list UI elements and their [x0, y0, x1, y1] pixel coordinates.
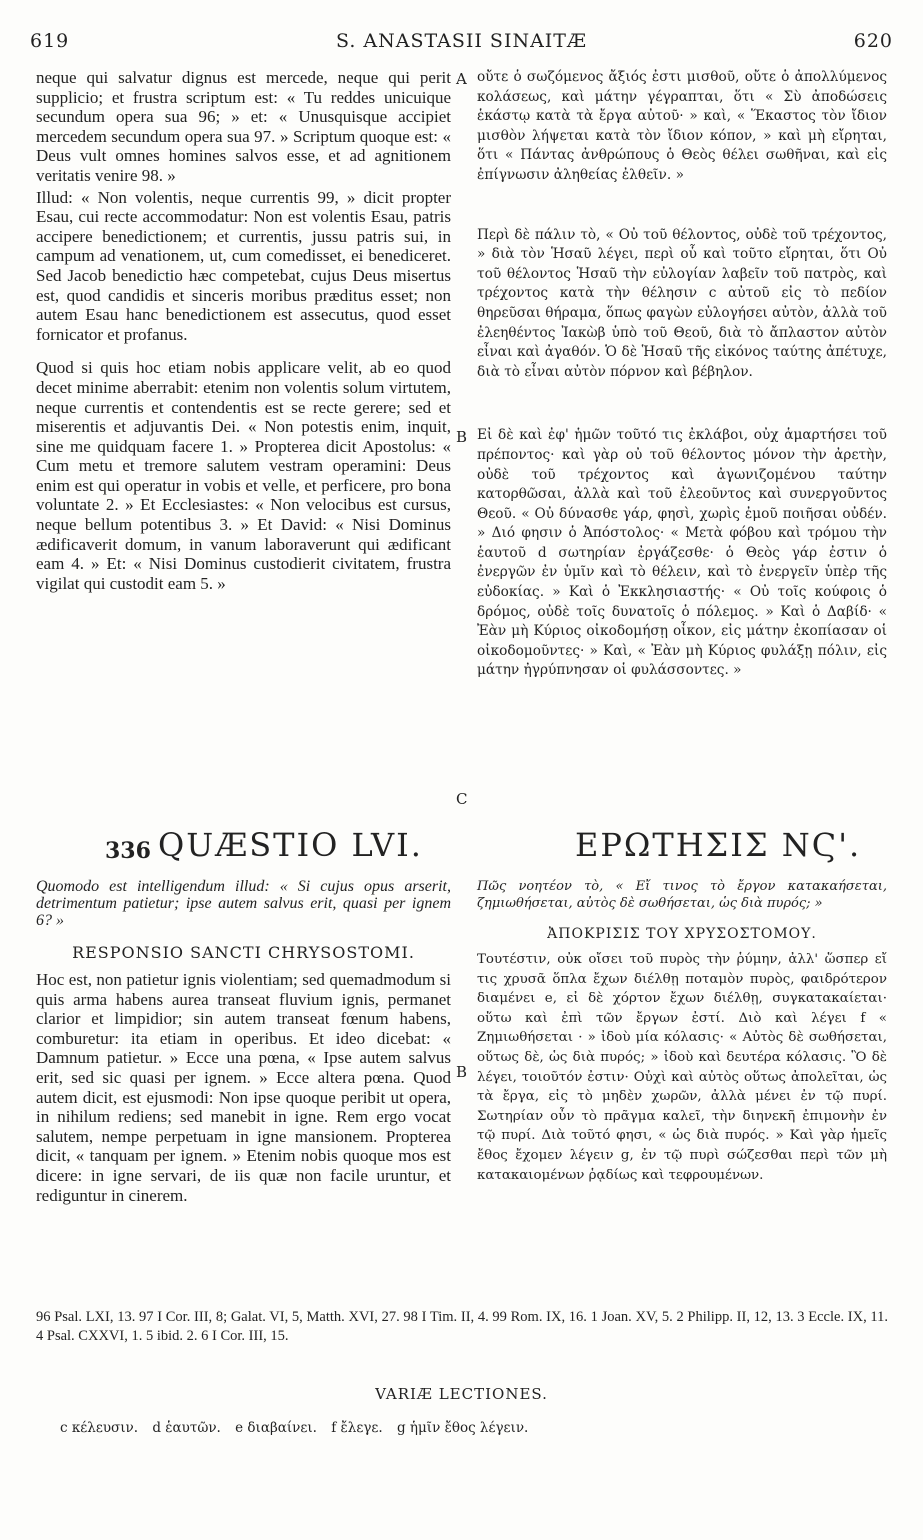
variae-lectiones-list — [60, 1420, 538, 1436]
column-marker-b: B — [456, 428, 468, 446]
column-marker-c: C — [456, 790, 468, 808]
latin-response-body: Hoc est, non patietur ignis violentiam; sed quemadmodum si quis arma habens aurea transeat fluvium ignis, permanet clarior et limpidior; sin autem transeat fœnum habens, comburetur: ita etiam in operibus. Et ideo dicebat: « Damnum patietur. » Ecce una pœna, « Ipse autem salvus erit, sed sic quasi per ignem. » Ecce altera pœna. Quod autem dicit, est ejusmodi: Non ipse quoque peribit ut opera, in nihilum rediens; sed manebit in igne. Rem ergo vocat salutem, nempe perpetuam in igne mansionem. Propterea dicit, « tanquam per ignem. » Etenim nobis quoque mos est dicere: in igne servari, de iis quæ non facile uruntur, et rediguntur in cinerem. — [36, 970, 451, 1205]
question-number: 336 — [105, 838, 151, 864]
greek-response-heading: ἈΠΟΚΡΙΣΙΣ ΤΟΥ ΧΡΥΣΟΣΤΟΜΟΥ. — [547, 926, 817, 942]
greek-paragraph-3: Εἰ δὲ καὶ ἐφ' ἡμῶν τοῦτό τις ἐκλάβοι, οὐχ ἁμαρτήσει τοῦ πρέποντος· καὶ γὰρ οὐ τοῦ θέλοντος μόνον τὴν ἀρετὴν, οὐδὲ τοῦ τρέχοντος καὶ ἀγωνιζομένου ταύτην κατορθῶσαι, ἀλλὰ καὶ τοῦ ἐλεοῦντος καὶ συνεργοῦντος Θεοῦ. « Οὐ δύνασθε γάρ, φησὶ, χωρὶς ἐμοῦ ποιῆσαι οὐδέν. » Διό φησιν ὁ Ἀπόστολος· « Μετὰ φόβου καὶ τρόμου τὴν ἑαυτοῦ d σωτηρίαν ἐργάζεσθε· ὁ Θεὸς γάρ ἐστιν ὁ ἐνεργῶν ἐν ὑμῖν καὶ τὸ θέλειν, καὶ τὸ ἐνεργεῖν ὑπὲρ τῆς εὐδοκίας. » Καὶ ὁ Ἐκκλησιαστής· « Οὐ τοῖς κούφοις ὁ δρόμος, οὐδὲ τοῖς δυνατοῖς ὁ πόλεμος. » Καὶ ὁ Δαβίδ· « Ἐὰν μὴ Κύριος οἰκοδομήσῃ οἶκον, εἰς μάτην ἐκοπίασαν οἱ οἰκοδομοῦντες· » Καὶ, « Ἐὰν μὴ Κύριος φυλάξῃ πόλιν, εἰς μάτην ἠγρύπνησαν οἱ φυλάσσοντες. » — [477, 427, 887, 679]
latin-paragraph-1: neque qui salvatur dignus est mercede, neque qui perit supplicio; et frustra scriptum est: « Tu reddes unicuique secundum opera sua 96; » et: « Unusquisque accipiet mercedem secundum opera sua 97. » Scriptum quoque est: « Deus vult omnes homines salvos esse, et ad agnitionem veritatis venire 98. » — [36, 68, 451, 185]
greek-response-body: Τουτέστιν, οὐκ οἴσει τοῦ πυρὸς τὴν ῥύμην, ἀλλ' ὥσπερ εἴ τις χρυσᾶ ὅπλα ἔχων διέλθῃ ποταμὸν πυρὸς, φαιδρότερον διαμένει e, εἰ δὲ χόρτον ἔχων διέλθῃ, συγκατακαίεται· οὕτω καὶ ἐπὶ τῶν ἔργων ἐστί. Διὸ καὶ λέγει f « Ζημιωθήσεται · » ἰδοὺ μία κόλασις· « Αὐτὸς δὲ σωθήσεται, οὕτως δὲ, ὡς διὰ πυρός; » ἰδοὺ καὶ δευτέρα κόλασις. Ὃ δὲ λέγει, τοιοῦτόν ἐστιν· Οὐχὶ καὶ αὐτὸς οὕτως ἀπολεῖται, ὡς τὰ ἔργα, εἰς τὸ μηδὲν χωρῶν, ἀλλὰ μένει ἐν τῷ πυρί. Σωτηρίαν οὖν τὸ πρᾶγμα καλεῖ, τὴν διηνεκῆ ἐπιμονὴν ἐν τῷ πυρί. Διὰ τοῦτό φησι, « ὡς διὰ πυρός. » Καὶ γὰρ ἡμεῖς ἔθος ἔχομεν λέγειν g, ἐν τῷ πυρὶ σώζεσθαι περὶ τῶν μὴ κατακαιομένων ῥᾳδίως καὶ τεφρουμένων. — [477, 952, 887, 1183]
variant-reading: g ἡμῖν ἔθος λέγειν. — [396, 1420, 529, 1436]
latin-response-heading: RESPONSIO SANCTI CHRYSOSTOMI. — [72, 943, 415, 962]
latin-question-title: QUÆSTIO LVI. — [158, 826, 423, 864]
latin-question-text — [36, 878, 451, 929]
greek-column-lower — [477, 878, 887, 1185]
running-title: S. ANASTASII SINAITÆ — [336, 30, 587, 52]
greek-paragraph-1: οὔτε ὁ σωζόμενος ἄξιός ἐστι μισθοῦ, οὔτε ὁ ἀπολλύμενος κολάσεως, καὶ μάτην γέγραπται, ὅτι « Σὺ ἀποδώσεις ἑκάστῳ κατὰ τὰ ἔργα αὐτοῦ· » καὶ, « Ἕκαστος τὸν ἴδιον μισθὸν λήψεται κατὰ τὸν ἴδιον κόπον, » καὶ μὴ εἴρηται, ὅτι « Πάντας ἀνθρώπους ὁ Θεὸς θέλει σωθῆναι, καὶ εἰς ἐπίγνωσιν ἀληθείας ἐλθεῖν. » — [477, 69, 887, 183]
greek-question-text — [477, 878, 887, 912]
column-marker-b-lower: B — [456, 1063, 468, 1081]
latin-paragraph-3: Quod si quis hoc etiam nobis applicare velit, ab eo quod decet minime aberrabit: etenim non volentis solum virtutem, neque currentis et contendentis est se recte gerere; sed et miserentis et adjuvantis Dei. « Non potestis enim, inquit, sine me quidquam facere 1. » Propterea dicit Apostolus: « Cum metu et tremore salutem vestram operamini: Deus enim est qui operatur in vobis et velle, et perficere, pro bona voluntate 2. » Et Ecclesiastes: « Non velocibus est cursus, neque bellum potentibus 3. » Et David: « Nisi Dominus ædificaverit domum, in vanum laboraverunt qui ædificant eam 4. » Et: « Nisi Dominus custodierit civitatem, frustra vigilat qui custodit eam 5. » — [36, 358, 451, 593]
page-header — [30, 30, 893, 60]
variant-reading: f ἔλεγε. — [331, 1420, 383, 1436]
latin-column-upper — [36, 68, 451, 593]
variant-reading: e διαβαίνει. — [235, 1420, 317, 1436]
greek-question-subtitle: Πῶς νοητέον τὸ, « Εἴ τινος τὸ ἔργον κατακαήσεται, ζημιωθήσεται, αὐτὸς δὲ σωθήσεται, ὡς διὰ πυρός; » — [477, 879, 887, 911]
latin-column-lower — [36, 878, 451, 1205]
column-marker-a: A — [456, 70, 467, 88]
variant-reading: d ἑαυτῶν. — [152, 1420, 221, 1436]
variae-lectiones-heading: VARIÆ LECTIONES. — [375, 1385, 548, 1403]
page-number-right: 620 — [853, 30, 893, 52]
greek-column-upper — [477, 68, 887, 681]
footnotes: 96 Psal. LXI, 13. 97 I Cor. III, 8; Galat. VI, 5, Matth. XVI, 27. 98 I Tim. II, 4. 99 Rom. IX, 16. 1 Joan. XV, 5. 2 Philipp. II, 12, 13. 3 Eccle. IX, 11. 4 Psal. CXXVI, 1. 5 ibid. 2. 6 I Cor. III, 15. — [36, 1309, 888, 1344]
greek-question-title: ΕΡΩΤΗΣΙΣ ΝϚ'. — [575, 826, 862, 864]
latin-question-subtitle: Quomodo est intelligendum illud: « Si cujus opus arserit, detrimentum patietur; ipse autem salvus erit, quasi per ignem 6? » — [36, 878, 451, 929]
variant-reading: c κέλευσιν. — [60, 1420, 139, 1436]
latin-paragraph-2: Illud: « Non volentis, neque currentis 99, » dicit propter Esau, cui recte accommodatur: Non est volentis Esau, patris accipere benedictionem; et currentis, jussu patris sui, in campum ad venationem, ut, cum comedisset, ei benediceret. Sed Jacob benedictio hæc competebat, cujus Deus misertus est, quod candidis et sinceris moribus præditus esset; non autem Esau hanc benedictionem est assecutus, quod esset fornicator et profanus. — [36, 187, 451, 344]
greek-paragraph-2: Περὶ δὲ πάλιν τὸ, « Οὐ τοῦ θέλοντος, οὐδὲ τοῦ τρέχοντος, » διὰ τὸν Ἡσαῦ λέγει, περὶ οὗ καὶ τοῦτο εἴρηται, ὅτι Οὐ τοῦ θέλοντος Ἡσαῦ τὴν εὐλογίαν λαβεῖν τοῦ πατρὸς, καὶ τρέχοντος κατὰ τὴν θέλησιν c αὐτοῦ εἰς τὸ πεδίον θηρεῦσαι θήραμα, ὅπως φαγὼν εὐλογήσει αὐτὸν, ἀλλὰ τοῦ ἐλεηθέντος Ἰακὼβ ὑπὸ τοῦ Θεοῦ, διὰ τὸ ἄπλαστον αὐτὸν εἶναι καὶ ἀγαθόν. Ὁ δὲ Ἡσαῦ τῆς εἰκόνος ταύτης ἀπέτυχε, διὰ τὸ εἶναι αὐτὸν πόρνον καὶ βέβηλον. — [477, 226, 887, 380]
page-number-left: 619 — [30, 30, 70, 52]
